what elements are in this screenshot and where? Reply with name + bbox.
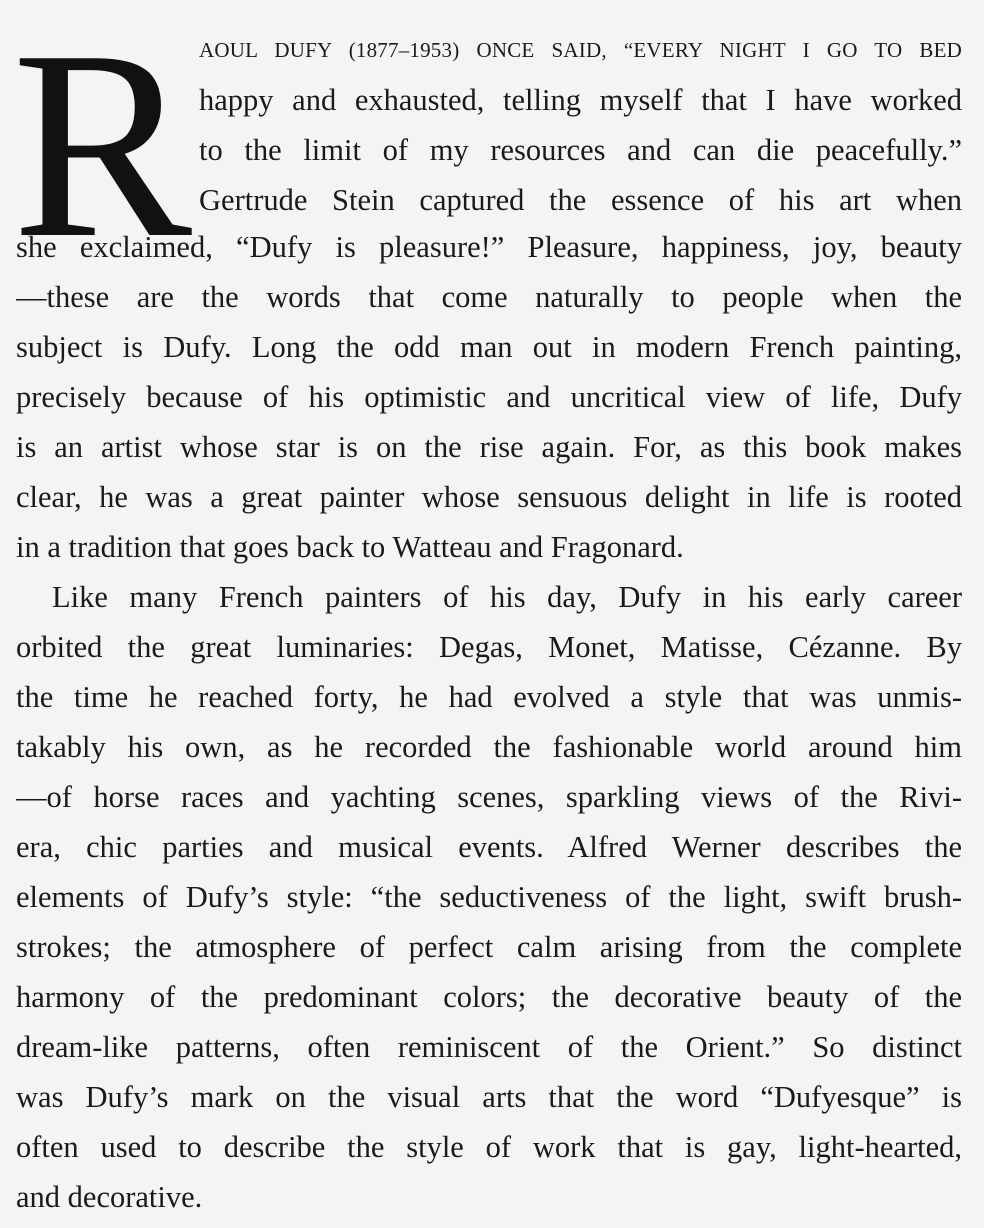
text-line: subject is Dufy. Long the odd man out in modern French painting, bbox=[16, 330, 962, 364]
text-line: is an artist whose star is on the rise again. For, as this book makes bbox=[16, 430, 962, 464]
text-line: takably his own, as he recorded the fashionable world around him bbox=[16, 730, 962, 764]
text-line: strokes; the atmosphere of perfect calm arising from the complete bbox=[16, 930, 962, 964]
text-line: orbited the great luminaries: Degas, Monet, Matisse, Cézanne. By bbox=[16, 630, 962, 664]
text-line: and decorative. bbox=[16, 1180, 203, 1214]
text-line: —of horse races and yachting scenes, sparkling views of the Rivi- bbox=[16, 780, 962, 814]
paragraph-2 bbox=[16, 572, 962, 1222]
paragraph-1-body bbox=[16, 222, 962, 572]
text-line: precisely because of his optimistic and uncritical view of life, Dufy bbox=[16, 380, 962, 414]
text-line: to the limit of my resources and can die peacefully.” bbox=[199, 133, 962, 167]
text-line: harmony of the predominant colors; the decorative beauty of the bbox=[16, 980, 962, 1014]
text-line: was Dufy’s mark on the visual arts that the word “Dufyesque” is bbox=[16, 1080, 962, 1114]
paragraph-1-opening bbox=[199, 25, 962, 225]
text-line: elements of Dufy’s style: “the seductiveness of the light, swift brush- bbox=[16, 880, 962, 914]
text-line: in a tradition that goes back to Watteau and Fragonard. bbox=[16, 530, 684, 564]
text-line: —these are the words that come naturally to people when the bbox=[16, 280, 962, 314]
text-line: the time he reached forty, he had evolved a style that was unmis- bbox=[16, 680, 962, 714]
drop-cap-letter: R bbox=[12, 0, 193, 294]
text-line: era, chic parties and musical events. Alfred Werner describes the bbox=[16, 830, 962, 864]
text-line: Gertrude Stein captured the essence of his art when bbox=[199, 183, 962, 217]
text-line: happy and exhausted, telling myself that I have worked bbox=[199, 83, 962, 117]
text-line: clear, he was a great painter whose sensuous delight in life is rooted bbox=[16, 480, 962, 514]
lead-line-small-caps: AOUL DUFY (1877–1953) ONCE SAID, “EVERY NIGHT I GO TO BED bbox=[199, 38, 962, 62]
text-line: Like many French painters of his day, Dufy in his early career bbox=[52, 580, 962, 614]
text-line: she exclaimed, “Dufy is pleasure!” Pleasure, happiness, joy, beauty bbox=[16, 230, 962, 264]
text-line: dream-like patterns, often reminiscent of the Orient.” So distinct bbox=[16, 1030, 962, 1064]
text-line: often used to describe the style of work that is gay, light-hearted, bbox=[16, 1130, 962, 1164]
